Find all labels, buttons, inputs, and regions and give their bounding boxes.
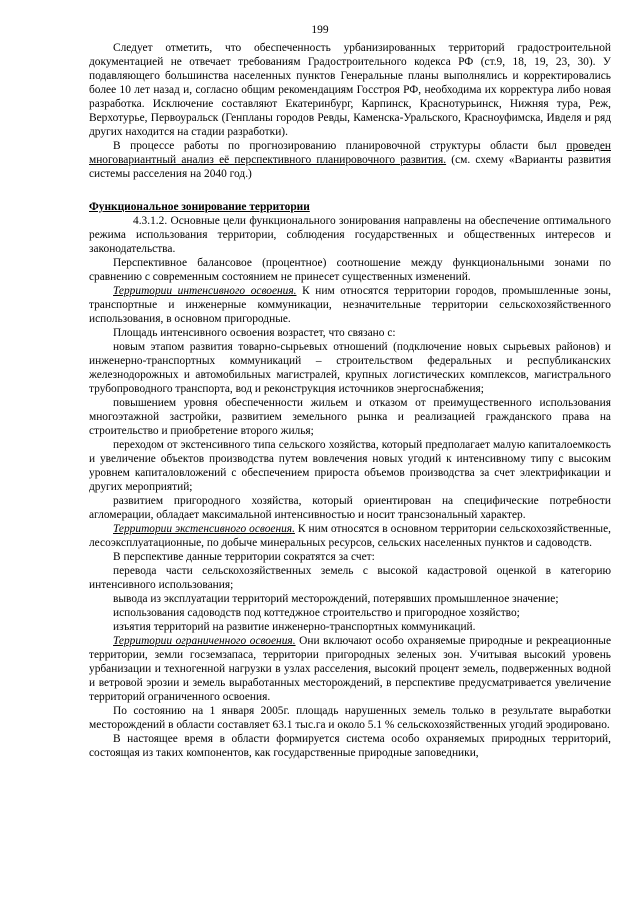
spacer <box>89 181 611 200</box>
underlined-analysis-text: проведен многовариантный анализ её перспективного планировочного развития. <box>89 140 611 166</box>
list-item: изъятия территорий на развитие инженерно-транспортных коммуникаций. <box>113 621 476 633</box>
list-item: развитием пригородного хозяйства, который ориентирован на специфические потребности агломерации, обладает максимальной интенсивностью и носит трансзональный характер. <box>89 495 611 521</box>
subheading-limited: Территории ограниченного освоения. <box>113 635 296 647</box>
text-segment: (см. схему «Варианты развития системы расселения на 2040 год.) <box>89 154 611 180</box>
text-segment: К ним относятся территории городов, промышленные зоны, транспортные и инженерные коммуникации, незначительные территории сельскохозяйственного использования, в основном пригородные. <box>89 285 611 325</box>
list-item: перевода части сельскохозяйственных земель с высокой кадастровой оценкой в категорию интенсивного использования; <box>89 565 611 591</box>
text-segment: К ним относятся в основном территории сельскохозяйственные, лесоэксплуатационные, по добыче минеральных ресурсов, сельских населенных пунктов и садоводств. <box>89 523 611 549</box>
paragraph-disturbed-lands: По состоянию на 1 января 2005г. площадь нарушенных земель только в результате выработки месторождений в области составляет 63.1 тыс.га и около 5.1 % сельскохозяйственных угодий эродировано. <box>89 705 611 731</box>
paragraph-intensive-territories <box>89 284 611 326</box>
paragraph-protected-areas: В настоящее время в области формируется система особо охраняемых природных территорий, состоящая из таких компонентов, как государственные природные заповедники, <box>89 733 611 759</box>
list-item: вывода из эксплуатации территорий месторождений, потерявших промышленное значение; <box>113 593 559 605</box>
text-segment: Они включают особо охраняемые природные и рекреационные территории, земли госземзапаса, территории пригородных зеленых зон. Учитывая высокий уровень урбанизации и техногенной нагрузки в узлах расселения, высокий процент земель, подверженных водной и ветровой эрозии и земель выработанных месторождений, в перспективе предусматривается увеличение территорий ограниченного освоения. <box>89 635 611 703</box>
paragraph-planning-analysis <box>89 139 611 181</box>
paragraph-balance: Перспективное балансовое (процентное) соотношение между функциональными зонами по сравнению с современным состоянием не принесет существенных изменений. <box>89 257 611 283</box>
paragraph-extensive-territories <box>89 522 611 550</box>
paragraph-urban-documentation: Следует отметить, что обеспеченность урбанизированных территорий градостроительной документацией не отвечает требованиям Градостроительного кодекса РФ (ст.9, 18, 19, 23, 30). У подавляющего большинства населенных пунктов Генеральные планы выполнялись и корректировались более 10 лет назад и, согласно общим рекомендациям Госстроя РФ, необходима их корректура либо новая разработка. Исключение составляют Екатеринбург, Карпинск, Краснотурьинск, Нижняя тура, Реж, Верхотурье, Первоуральск (Генпланы городов Ревды, Каменска-Уральского, Красноуфимска, Ивделя и ряд других находится на стадии разработки). <box>89 42 611 138</box>
section-heading: Функциональное зонирование территории <box>89 201 310 213</box>
list-item: повышением уровня обеспеченности жильем и отказом от преимущественного использования многоэтажной застройки, развитием земельного рынка и реализацией гражданского права на строительство и приобретение второго жилья; <box>89 397 611 437</box>
page-number: 199 <box>311 24 329 36</box>
list-item: новым этапом развития товарно-сырьевых отношений (подключение новых сырьевых районов) и инженерно-транспортных коммуникаций – строительством федеральных и республиканских железнодорожных и автомобильных магистралей, крупных логистических комплексов, магистрального трубопроводного транспорта, вод и реконструкция источников энергоснабжения; <box>89 341 611 395</box>
paragraph-reduction: В перспективе данные территории сократятся за счет: <box>113 551 375 563</box>
document-body <box>89 41 611 760</box>
paragraph-area-growth: Площадь интенсивного освоения возрастет, что связано с: <box>113 327 396 339</box>
text-segment: В процессе работы по прогнозированию планировочной структуры области был <box>113 140 567 152</box>
subheading-intensive: Территории интенсивного освоения. <box>113 285 297 297</box>
list-item: переходом от экстенсивного типа сельского хозяйства, который предполагает малую капиталоемкость и увеличение объектов производства путем вовлечения новых угодий к интенсивному типу с высоким уровнем капиталовложений с обеспечением прироста объемов производства за счет электрификации и других мероприятий; <box>89 439 611 493</box>
subheading-extensive: Территории экстенсивного освоения. <box>113 523 295 535</box>
paragraph-zoning-goals: 4.3.1.2. Основные цели функционального зонирования направлены на обеспечение оптимального режима использования территории, соблюдения государственных и общественных интересов и законодательства. <box>89 215 611 255</box>
paragraph-limited-territories <box>89 634 611 704</box>
list-item: использования садоводств под коттеджное строительство и пригородное хозяйство; <box>113 607 520 619</box>
